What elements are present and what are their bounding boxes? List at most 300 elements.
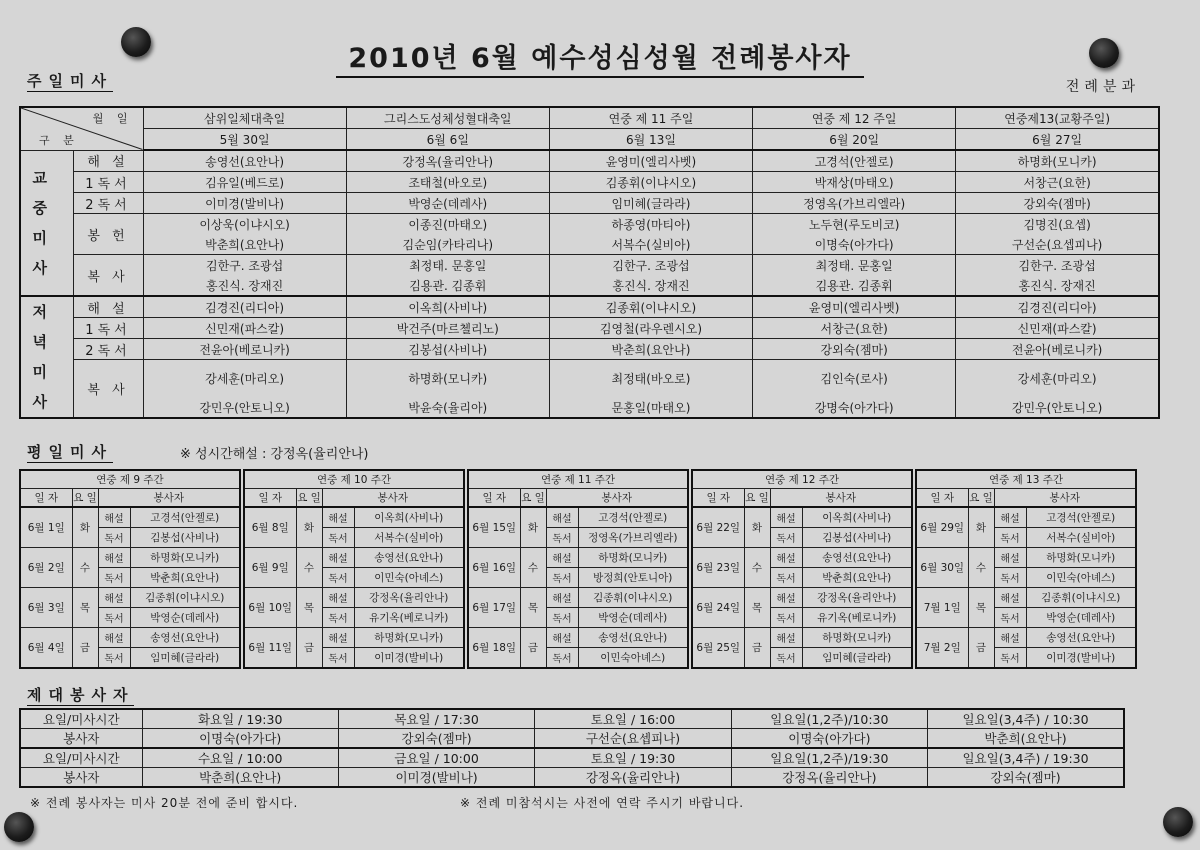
table-row <box>468 588 688 608</box>
server-name: 이옥희(사비나) <box>346 296 549 318</box>
day-date: 6월 3일 <box>20 588 72 628</box>
department-label: 전례분과 <box>1065 79 1140 95</box>
server-name: 이상욱(이냐시오) <box>143 214 346 235</box>
server-name: 송영선(요안나) <box>130 628 240 648</box>
day-of-week: 목 <box>72 588 98 628</box>
role-label: 독서 <box>98 528 130 548</box>
day-date: 6월 9일 <box>244 548 296 588</box>
col-header-date: 일 자 <box>20 489 72 508</box>
role-label: 해설 <box>994 507 1026 528</box>
altar-servers-table <box>19 708 1125 788</box>
day-of-week: 수 <box>968 548 994 588</box>
server-name: 김종휘(이냐시오) <box>130 588 240 608</box>
server-name: 이미경(발비나) <box>143 193 346 214</box>
week-header-row <box>468 489 688 508</box>
col-header-date: 일 자 <box>244 489 296 508</box>
role-label: 독서 <box>994 568 1026 588</box>
server-name: 강민우(안토니오) <box>956 397 1159 418</box>
table-row <box>916 588 1136 608</box>
table-row <box>244 588 464 608</box>
day-of-week: 목 <box>520 588 546 628</box>
week-header-row <box>20 489 240 508</box>
server-name: 하명화(모니카) <box>802 628 912 648</box>
server-name: 박춘희(요안나) <box>142 768 338 788</box>
server-name: 유기옥(베로니카) <box>354 608 464 628</box>
feast-date: 6월 20일 <box>753 129 956 151</box>
role-label: 독서 <box>546 568 578 588</box>
server-name: 김한구. 조광섭 <box>143 255 346 276</box>
table-row <box>916 628 1136 648</box>
col-header-server: 봉사자 <box>994 489 1136 508</box>
mass-time: 일요일(3,4주) / 10:30 <box>928 709 1124 729</box>
role-label: 독서 <box>98 568 130 588</box>
week-title-row <box>20 470 240 489</box>
server-name: 김유일(베드로) <box>143 172 346 193</box>
day-date: 6월 17일 <box>468 588 520 628</box>
holy-hour-note: ※ 성시간해설 : 강정옥(율리안나) <box>180 447 369 462</box>
server-name: 최정태(바오로) <box>549 360 752 398</box>
role-label: 해 설 <box>73 296 143 318</box>
col-header-date: 일 자 <box>916 489 968 508</box>
server-name: 강명숙(아가다) <box>753 397 956 418</box>
day-of-week: 금 <box>968 628 994 669</box>
server-name: 윤영미(엘리사벳) <box>549 150 752 172</box>
col-header-server: 봉사자 <box>770 489 912 508</box>
day-of-week: 목 <box>744 588 770 628</box>
server-name: 박영순(데레사) <box>1026 608 1136 628</box>
role-label: 해설 <box>322 548 354 568</box>
feast-name: 연중 제 12 주일 <box>753 107 956 129</box>
footer-note-left: ※ 전례 봉사자는 미사 20분 전에 준비 합시다. <box>30 796 299 810</box>
day-of-week: 화 <box>520 507 546 548</box>
table-row <box>468 548 688 568</box>
server-name: 홍진식. 장재진 <box>549 275 752 296</box>
role-label: 독서 <box>770 608 802 628</box>
col-header-date: 일 자 <box>468 489 520 508</box>
day-date: 7월 1일 <box>916 588 968 628</box>
server-name: 이명숙(아가다) <box>142 729 338 749</box>
server-name: 강세훈(마리오) <box>143 360 346 398</box>
weekday-week-table <box>691 469 913 669</box>
server-name: 하명화(모니카) <box>346 360 549 398</box>
feast-date: 6월 13일 <box>549 129 752 151</box>
mass-time: 목요일 / 17:30 <box>338 709 534 729</box>
week-title: 연중 제 9 주간 <box>20 470 240 489</box>
server-name: 최정태. 문홍일 <box>753 255 956 276</box>
server-name: 박영순(데레사) <box>578 608 688 628</box>
role-label: 복 사 <box>73 255 143 297</box>
table-row <box>20 548 240 568</box>
table-row <box>20 768 1124 788</box>
week-title-row <box>692 470 912 489</box>
table-row <box>20 588 240 608</box>
weekday-week-table <box>19 469 241 669</box>
table-row <box>692 507 912 528</box>
server-name: 서복수(실비아) <box>1026 528 1136 548</box>
server-name: 이명숙(아가다) <box>731 729 927 749</box>
role-label: 해설 <box>98 588 130 608</box>
role-label: 해설 <box>994 628 1026 648</box>
table-row <box>20 729 1124 749</box>
feast-name: 삼위일체대축일 <box>143 107 346 129</box>
server-name: 서창근(요한) <box>753 318 956 339</box>
group-label: 교중미사 <box>20 150 73 296</box>
pushpin-icon <box>4 812 34 842</box>
server-name: 송영선(요안나) <box>143 150 346 172</box>
day-date: 6월 10일 <box>244 588 296 628</box>
server-name: 신민재(파스칼) <box>956 318 1159 339</box>
server-name: 이옥희(사비나) <box>802 507 912 528</box>
day-of-week: 화 <box>744 507 770 548</box>
server-name: 박춘희(요안나) <box>549 339 752 360</box>
table-row <box>20 150 1159 172</box>
server-name: 박춘희(요안나) <box>928 729 1124 749</box>
table-row <box>20 748 1124 768</box>
table-header-row <box>20 107 1159 129</box>
server-name: 김봉섭(사비나) <box>130 528 240 548</box>
server-name: 김순임(카타리나) <box>346 234 549 255</box>
role-label: 해설 <box>546 548 578 568</box>
table-row <box>468 507 688 528</box>
row-label: 요일/미사시간 <box>20 748 142 768</box>
role-label: 봉 헌 <box>73 214 143 255</box>
server-name: 김종휘(이냐시오) <box>549 296 752 318</box>
server-name: 김경진(리디아) <box>143 296 346 318</box>
day-date: 6월 24일 <box>692 588 744 628</box>
server-name: 유기옥(베로니카) <box>802 608 912 628</box>
day-date: 6월 2일 <box>20 548 72 588</box>
server-name: 노두현(루도비코) <box>753 214 956 235</box>
server-name: 문홍일(마태오) <box>549 397 752 418</box>
role-label: 해설 <box>994 588 1026 608</box>
row-label: 요일/미사시간 <box>20 709 142 729</box>
server-name: 홍진식. 장재진 <box>143 275 346 296</box>
server-name: 전윤아(베로니카) <box>956 339 1159 360</box>
week-title: 연중 제 12 주간 <box>692 470 912 489</box>
server-name: 박춘희(요안나) <box>143 234 346 255</box>
section-title-weekday: 평일미사 <box>27 443 113 461</box>
server-name: 이미경(발비나) <box>354 648 464 669</box>
table-row <box>20 234 1159 255</box>
table-row <box>20 709 1124 729</box>
col-header-dow: 요 일 <box>520 489 546 508</box>
table-row <box>692 548 912 568</box>
table-row <box>468 628 688 648</box>
role-label: 해설 <box>322 507 354 528</box>
week-title: 연중 제 10 주간 <box>244 470 464 489</box>
day-of-week: 화 <box>72 507 98 548</box>
server-name: 하명화(모니카) <box>578 548 688 568</box>
role-label: 독서 <box>770 568 802 588</box>
server-name: 하명화(모니카) <box>956 150 1159 172</box>
weekday-week-table <box>467 469 689 669</box>
server-name: 강외숙(젬마) <box>338 729 534 749</box>
table-row <box>20 507 240 528</box>
server-name: 송영선(요안나) <box>1026 628 1136 648</box>
server-name: 서창근(요한) <box>956 172 1159 193</box>
table-row <box>916 507 1136 528</box>
mass-time: 일요일(1,2주)/19:30 <box>731 748 927 768</box>
role-label: 복 사 <box>73 360 143 419</box>
mass-time: 일요일(3,4주) / 19:30 <box>928 748 1124 768</box>
day-of-week: 목 <box>296 588 322 628</box>
role-label: 독서 <box>994 608 1026 628</box>
server-name: 박건주(마르첼리노) <box>346 318 549 339</box>
table-row <box>20 397 1159 418</box>
role-label: 해설 <box>546 588 578 608</box>
feast-date: 6월 6일 <box>346 129 549 151</box>
server-name: 김한구. 조광섭 <box>956 255 1159 276</box>
table-row <box>244 548 464 568</box>
server-name: 고경석(안젤로) <box>1026 507 1136 528</box>
server-name: 임미혜(글라라) <box>549 193 752 214</box>
mass-time: 수요일 / 10:00 <box>142 748 338 768</box>
row-label: 봉사자 <box>20 768 142 788</box>
table-row <box>692 628 912 648</box>
server-name: 이민숙(아녜스) <box>354 568 464 588</box>
footer-note-right: ※ 전례 미참석시는 사전에 연락 주시기 바랍니다. <box>460 796 745 810</box>
day-of-week: 화 <box>968 507 994 548</box>
server-name: 고경석(안젤로) <box>130 507 240 528</box>
day-date: 6월 25일 <box>692 628 744 669</box>
role-label: 독서 <box>98 608 130 628</box>
server-name: 서복수(실비아) <box>354 528 464 548</box>
server-name: 김용관. 김종휘 <box>753 275 956 296</box>
role-label: 독서 <box>322 608 354 628</box>
server-name: 이종진(마태오) <box>346 214 549 235</box>
day-date: 6월 30일 <box>916 548 968 588</box>
table-row <box>20 339 1159 360</box>
day-of-week: 금 <box>72 628 98 669</box>
server-name: 서복수(실비아) <box>549 234 752 255</box>
server-name: 김경진(리디아) <box>956 296 1159 318</box>
row-label: 봉사자 <box>20 729 142 749</box>
server-name: 김인숙(로사) <box>753 360 956 398</box>
server-name: 김종휘(이냐시오) <box>549 172 752 193</box>
weekday-week-table <box>243 469 465 669</box>
col-header-server: 봉사자 <box>322 489 464 508</box>
day-of-week: 수 <box>296 548 322 588</box>
mass-time: 토요일 / 16:00 <box>535 709 731 729</box>
table-row <box>692 588 912 608</box>
server-name: 정영옥(가브리엘라) <box>578 528 688 548</box>
day-of-week: 수 <box>72 548 98 588</box>
day-date: 6월 22일 <box>692 507 744 548</box>
day-of-week: 금 <box>296 628 322 669</box>
server-name: 홍진식. 장재진 <box>956 275 1159 296</box>
role-label: 독서 <box>322 568 354 588</box>
day-of-week: 금 <box>744 628 770 669</box>
col-header-date: 일 자 <box>692 489 744 508</box>
role-label: 해설 <box>322 588 354 608</box>
server-name: 박영순(데레사) <box>346 193 549 214</box>
table-row <box>20 172 1159 193</box>
server-name: 하명화(모니카) <box>1026 548 1136 568</box>
section-title-sunday: 주일미사 <box>27 72 113 90</box>
table-row <box>20 318 1159 339</box>
server-name: 고경석(안젤로) <box>753 150 956 172</box>
mass-time: 토요일 / 19:30 <box>535 748 731 768</box>
table-row <box>20 193 1159 214</box>
feast-date: 5월 30일 <box>143 129 346 151</box>
role-label: 독서 <box>770 648 802 669</box>
table-row <box>20 275 1159 296</box>
role-label: 독서 <box>98 648 130 669</box>
server-name: 김종휘(이냐시오) <box>578 588 688 608</box>
server-name: 최정태. 문홍일 <box>346 255 549 276</box>
day-date: 6월 16일 <box>468 548 520 588</box>
col-header-dow: 요 일 <box>968 489 994 508</box>
day-date: 6월 11일 <box>244 628 296 669</box>
day-of-week: 수 <box>520 548 546 588</box>
sunday-mass-table <box>19 106 1160 419</box>
day-of-week: 화 <box>296 507 322 548</box>
role-label: 해설 <box>546 507 578 528</box>
table-header-row <box>20 129 1159 151</box>
role-label: 독서 <box>546 528 578 548</box>
role-label: 2독서 <box>73 339 143 360</box>
server-name: 임미혜(글라라) <box>802 648 912 669</box>
server-name: 김종휘(이냐시오) <box>1026 588 1136 608</box>
server-name: 강정옥(율리안나) <box>802 588 912 608</box>
week-header-row <box>916 489 1136 508</box>
table-row <box>20 255 1159 276</box>
table-row <box>916 548 1136 568</box>
role-label: 해 설 <box>73 150 143 172</box>
role-label: 해설 <box>322 628 354 648</box>
col-header-server: 봉사자 <box>546 489 688 508</box>
col-header-dow: 요 일 <box>296 489 322 508</box>
server-name: 전윤아(베로니카) <box>143 339 346 360</box>
pushpin-icon <box>1163 807 1193 837</box>
day-date: 6월 8일 <box>244 507 296 548</box>
server-name: 김한구. 조광섭 <box>549 255 752 276</box>
feast-name: 연중 제 11 주일 <box>549 107 752 129</box>
role-label: 해설 <box>770 588 802 608</box>
server-name: 방정희(안토니아) <box>578 568 688 588</box>
group-label: 저녁미사 <box>20 296 73 418</box>
server-name: 박재상(마태오) <box>753 172 956 193</box>
role-label: 해설 <box>770 507 802 528</box>
server-name: 강세훈(마리오) <box>956 360 1159 398</box>
server-name: 송영선(요안나) <box>802 548 912 568</box>
server-name: 강외숙(젬마) <box>956 193 1159 214</box>
server-name: 이민숙아녜스) <box>578 648 688 669</box>
server-name: 하종영(마티아) <box>549 214 752 235</box>
role-label: 독서 <box>322 528 354 548</box>
server-name: 고경석(안젤로) <box>578 507 688 528</box>
mass-time: 화요일 / 19:30 <box>142 709 338 729</box>
server-name: 강민우(안토니오) <box>143 397 346 418</box>
server-name: 박영순(데레사) <box>130 608 240 628</box>
corner-bottom-label: 구 분 <box>39 133 79 147</box>
day-of-week: 금 <box>520 628 546 669</box>
server-name: 이명숙(아가다) <box>753 234 956 255</box>
feast-name: 그리스도성체성혈대축일 <box>346 107 549 129</box>
day-date: 6월 4일 <box>20 628 72 669</box>
server-name: 임미혜(글라라) <box>130 648 240 669</box>
server-name: 송영선(요안나) <box>354 548 464 568</box>
week-title: 연중 제 13 주간 <box>916 470 1136 489</box>
table-row <box>20 628 240 648</box>
server-name: 이옥희(사비나) <box>354 507 464 528</box>
server-name: 강외숙(젬마) <box>928 768 1124 788</box>
server-name: 송영선(요안나) <box>578 628 688 648</box>
role-label: 2독서 <box>73 193 143 214</box>
day-date: 6월 23일 <box>692 548 744 588</box>
role-label: 해설 <box>98 507 130 528</box>
server-name: 김명진(요셉) <box>956 214 1159 235</box>
table-row <box>20 214 1159 235</box>
feast-date: 6월 27일 <box>956 129 1159 151</box>
role-label: 해설 <box>546 628 578 648</box>
server-name: 박춘희(요안나) <box>130 568 240 588</box>
server-name: 윤영미(엘리사벳) <box>753 296 956 318</box>
server-name: 신민재(파스칼) <box>143 318 346 339</box>
server-name: 조태철(바오로) <box>346 172 549 193</box>
role-label: 1독서 <box>73 172 143 193</box>
role-label: 해설 <box>770 628 802 648</box>
role-label: 해설 <box>994 548 1026 568</box>
week-title: 연중 제 11 주간 <box>468 470 688 489</box>
server-name: 김봉섭(사비나) <box>346 339 549 360</box>
week-header-row <box>692 489 912 508</box>
role-label: 독서 <box>994 528 1026 548</box>
week-header-row <box>244 489 464 508</box>
server-name: 김용관. 김종휘 <box>346 275 549 296</box>
table-row <box>244 628 464 648</box>
mass-time: 금요일 / 10:00 <box>338 748 534 768</box>
feast-name: 연중제13(교황주일) <box>956 107 1159 129</box>
role-label: 독서 <box>546 648 578 669</box>
role-label: 해설 <box>98 628 130 648</box>
server-name: 박춘희(요안나) <box>802 568 912 588</box>
mass-time: 일요일(1,2주)/10:30 <box>731 709 927 729</box>
corner-top-label: 월 일 <box>92 112 133 125</box>
server-name: 구선순(요셉피나) <box>535 729 731 749</box>
day-of-week: 수 <box>744 548 770 588</box>
section-title-altar: 제대봉사자 <box>27 686 135 704</box>
table-row <box>20 296 1159 318</box>
page-title: 2010년 6월 예수성심성월 전례봉사자 <box>0 36 1200 75</box>
week-title-row <box>244 470 464 489</box>
week-title-row <box>916 470 1136 489</box>
table-row <box>20 360 1159 398</box>
server-name: 하명화(모니카) <box>354 628 464 648</box>
weekday-week-table <box>915 469 1137 669</box>
role-label: 해설 <box>98 548 130 568</box>
role-label: 독서 <box>770 528 802 548</box>
col-header-server: 봉사자 <box>98 489 240 508</box>
day-date: 6월 15일 <box>468 507 520 548</box>
day-date: 6월 29일 <box>916 507 968 548</box>
day-date: 7월 2일 <box>916 628 968 669</box>
server-name: 이민숙(아녜스) <box>1026 568 1136 588</box>
role-label: 해설 <box>770 548 802 568</box>
server-name: 하명화(모니카) <box>130 548 240 568</box>
server-name: 강정옥(율리안나) <box>535 768 731 788</box>
server-name: 강정옥(율리안나) <box>346 150 549 172</box>
role-label: 독서 <box>546 608 578 628</box>
day-date: 6월 18일 <box>468 628 520 669</box>
day-of-week: 목 <box>968 588 994 628</box>
col-header-dow: 요 일 <box>72 489 98 508</box>
col-header-dow: 요 일 <box>744 489 770 508</box>
role-label: 독서 <box>322 648 354 669</box>
server-name: 구선순(요셉피나) <box>956 234 1159 255</box>
server-name: 김봉섭(사비나) <box>802 528 912 548</box>
table-row <box>244 507 464 528</box>
